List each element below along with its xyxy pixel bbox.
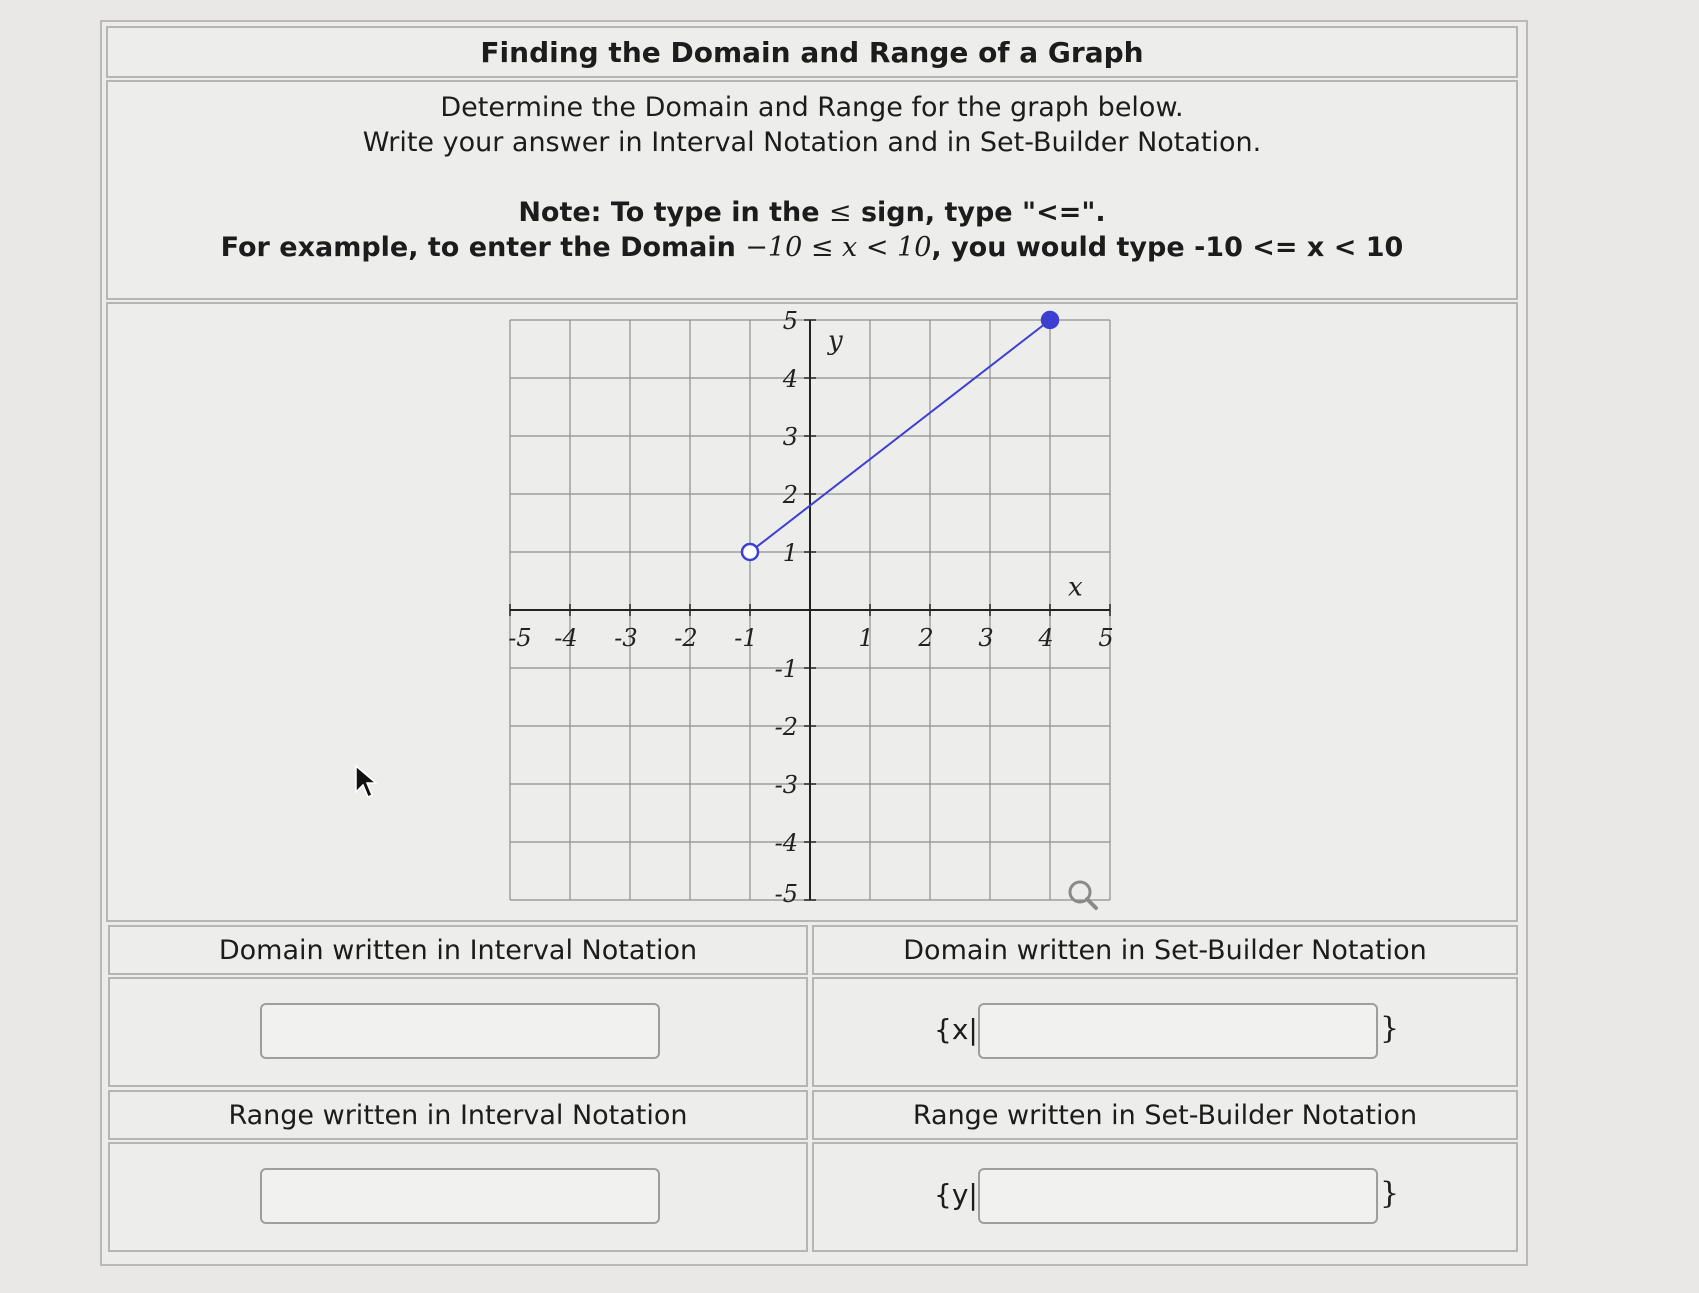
x-tick-label: -1 xyxy=(734,624,758,652)
note-symbol: ≤ xyxy=(828,197,852,228)
range-interval-label: Range written in Interval Notation xyxy=(108,1090,808,1140)
domain-setbuilder-suffix: } xyxy=(1380,1011,1400,1046)
x-tick-label: -4 xyxy=(554,624,578,652)
example-line xyxy=(108,230,1516,265)
y-tick-label: -1 xyxy=(774,655,798,683)
domain-setbuilder-prefix: {x| xyxy=(934,1013,978,1046)
range-setbuilder-cell xyxy=(812,1142,1518,1252)
page-title: Finding the Domain and Range of a Graph xyxy=(106,26,1518,78)
x-tick-label: 4 xyxy=(1038,624,1054,652)
example-prefix: For example, to enter the Domain xyxy=(220,232,746,263)
open-endpoint xyxy=(742,544,758,560)
magnifier-icon[interactable] xyxy=(1070,882,1096,908)
note-suffix: sign, type "<=". xyxy=(851,197,1106,228)
y-tick-label: -4 xyxy=(774,829,798,857)
y-tick-label: -3 xyxy=(774,771,798,799)
example-math: −10 ≤ x < 10 xyxy=(745,232,932,263)
domain-setbuilder-label: Domain written in Set-Builder Notation xyxy=(812,925,1518,975)
y-tick-label: -2 xyxy=(774,713,798,741)
range-setbuilder-suffix: } xyxy=(1380,1176,1400,1211)
instructions-panel xyxy=(106,80,1518,300)
note-line xyxy=(108,195,1516,230)
y-tick-label: 5 xyxy=(782,307,798,335)
x-tick-label: -3 xyxy=(614,624,638,652)
domain-interval-label: Domain written in Interval Notation xyxy=(108,925,808,975)
x-tick-label: 3 xyxy=(978,624,994,652)
range-setbuilder-label: Range written in Set-Builder Notation xyxy=(812,1090,1518,1140)
y-tick-label: 1 xyxy=(782,539,798,567)
domain-interval-cell xyxy=(108,977,808,1087)
domain-setbuilder-cell xyxy=(812,977,1518,1087)
x-tick-label: 5 xyxy=(1098,624,1114,652)
x-tick-label: 1 xyxy=(858,624,874,652)
x-tick-label: -2 xyxy=(674,624,698,652)
mouse-pointer-icon xyxy=(354,764,378,800)
x-tick-label: 2 xyxy=(918,624,934,652)
range-setbuilder-input[interactable] xyxy=(978,1168,1378,1224)
y-tick-label: -5 xyxy=(774,880,798,908)
y-tick-label: 2 xyxy=(782,481,798,509)
example-suffix: , you would type -10 <= x < 10 xyxy=(931,232,1404,263)
range-interval-cell xyxy=(108,1142,808,1252)
x-axis-label: x xyxy=(1068,572,1083,603)
coordinate-graph xyxy=(480,300,1120,930)
domain-interval-input[interactable] xyxy=(260,1003,660,1059)
y-axis-label: y xyxy=(828,326,843,356)
x-tick-label: -5 xyxy=(508,624,532,652)
instruction-line-2: Write your answer in Interval Notation and in Set-Builder Notation. xyxy=(362,127,1262,158)
domain-setbuilder-input[interactable] xyxy=(978,1003,1378,1059)
note-prefix: Note: To type in the xyxy=(518,197,829,228)
instruction-line-1: Determine the Domain and Range for the graph below. xyxy=(440,92,1184,123)
y-tick-label: 4 xyxy=(782,365,798,393)
axes xyxy=(510,320,1110,900)
range-setbuilder-prefix: {y| xyxy=(934,1178,978,1211)
range-interval-input[interactable] xyxy=(260,1168,660,1224)
y-tick-label: 3 xyxy=(782,423,798,451)
closed-endpoint xyxy=(1042,312,1058,328)
